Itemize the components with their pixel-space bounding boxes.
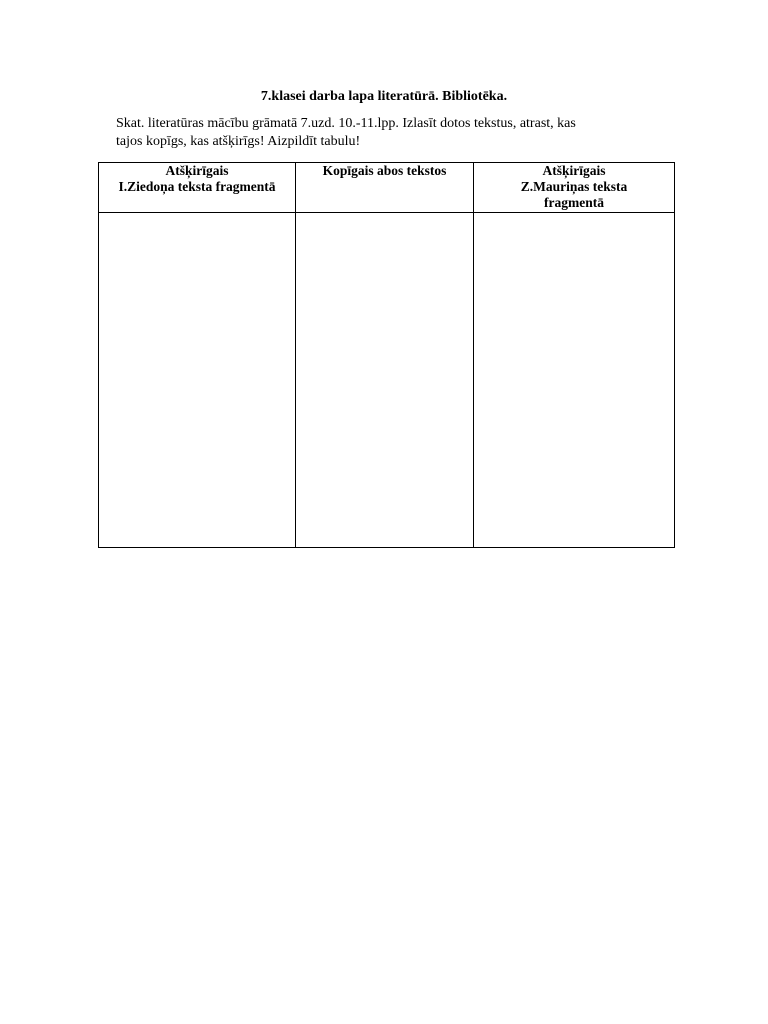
header-line: fragmentā xyxy=(544,195,604,210)
header-line: Atšķirīgais xyxy=(165,163,229,178)
worksheet-title: 7.klasei darba lapa literatūrā. Bibliotēka. xyxy=(260,89,508,104)
cell-maurina-answer[interactable] xyxy=(474,213,675,548)
table-row xyxy=(99,213,675,548)
instructions-paragraph xyxy=(116,115,656,151)
cell-ziedonis-answer[interactable] xyxy=(99,213,296,548)
instructions-line: tajos kopīgs, kas atšķirīgs! Aizpildīt tabulu! xyxy=(116,134,361,149)
header-line: Atšķirīgais xyxy=(542,163,606,178)
header-line: Kopīgais abos tekstos xyxy=(322,163,447,178)
header-ziedonis-differences xyxy=(99,163,296,213)
header-line: I.Ziedoņa teksta fragmentā xyxy=(118,179,276,194)
header-common xyxy=(296,163,474,213)
instructions-line: Skat. literatūras mācību grāmatā 7.uzd. 10.-11.lpp. Izlasīt dotos tekstus, atrast, kas xyxy=(116,116,576,131)
cell-common-answer[interactable] xyxy=(296,213,474,548)
comparison-table xyxy=(98,162,675,548)
table-header-row xyxy=(99,163,675,213)
header-maurina-differences xyxy=(474,163,675,213)
header-line: Z.Mauriņas teksta xyxy=(520,179,628,194)
